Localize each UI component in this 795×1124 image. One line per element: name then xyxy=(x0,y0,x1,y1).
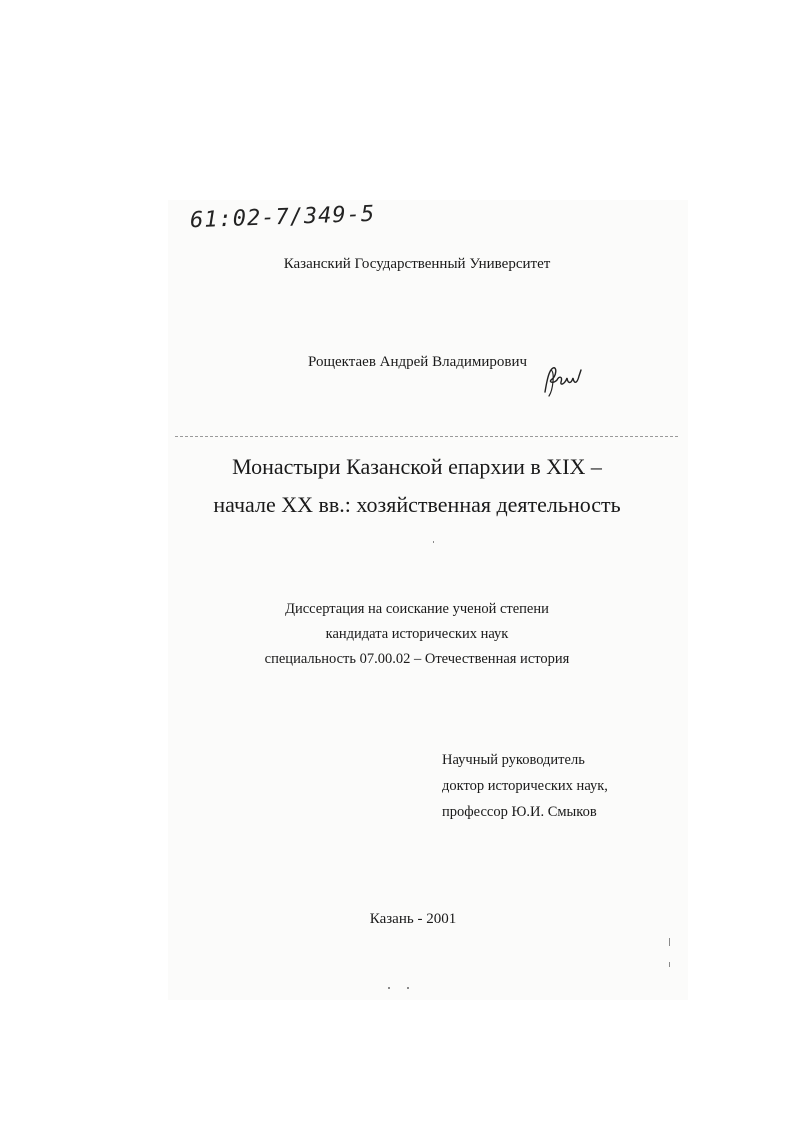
separator-line xyxy=(175,436,678,437)
scan-speck xyxy=(388,987,390,989)
scan-speck xyxy=(669,938,670,946)
title-line-2: начале XX вв.: хозяйственная деятельность xyxy=(213,492,621,517)
scan-speck xyxy=(407,987,409,989)
supervisor-line-1: Научный руководитель xyxy=(442,752,585,768)
scan-speck xyxy=(433,541,434,543)
author-row xyxy=(308,354,527,371)
university-name: Казанский Государственный Университет xyxy=(283,256,551,272)
supervisor-line-2: доктор исторических наук, xyxy=(442,778,608,794)
handwritten-archive-number: 61:02-7/349-5 xyxy=(189,201,376,234)
supervisor-line-3: профессор Ю.И. Смыков xyxy=(442,804,597,820)
scan-speck xyxy=(669,962,670,967)
dissertation-info xyxy=(0,597,795,672)
title-line-1: Монастыри Казанской епархии в XIX – xyxy=(232,454,602,479)
author-name: Рощектаев Андрей Владимирович xyxy=(308,354,528,370)
supervisor-block xyxy=(442,747,608,825)
dissertation-line-2: кандидата исторических наук xyxy=(325,626,509,642)
dissertation-line-3: специальность 07.00.02 – Отечественная история xyxy=(264,651,570,667)
city-and-year: Казань - 2001 xyxy=(369,911,457,927)
author-signature xyxy=(541,362,587,398)
dissertation-title xyxy=(0,448,795,524)
dissertation-line-1: Диссертация на соискание ученой степени xyxy=(285,601,549,617)
